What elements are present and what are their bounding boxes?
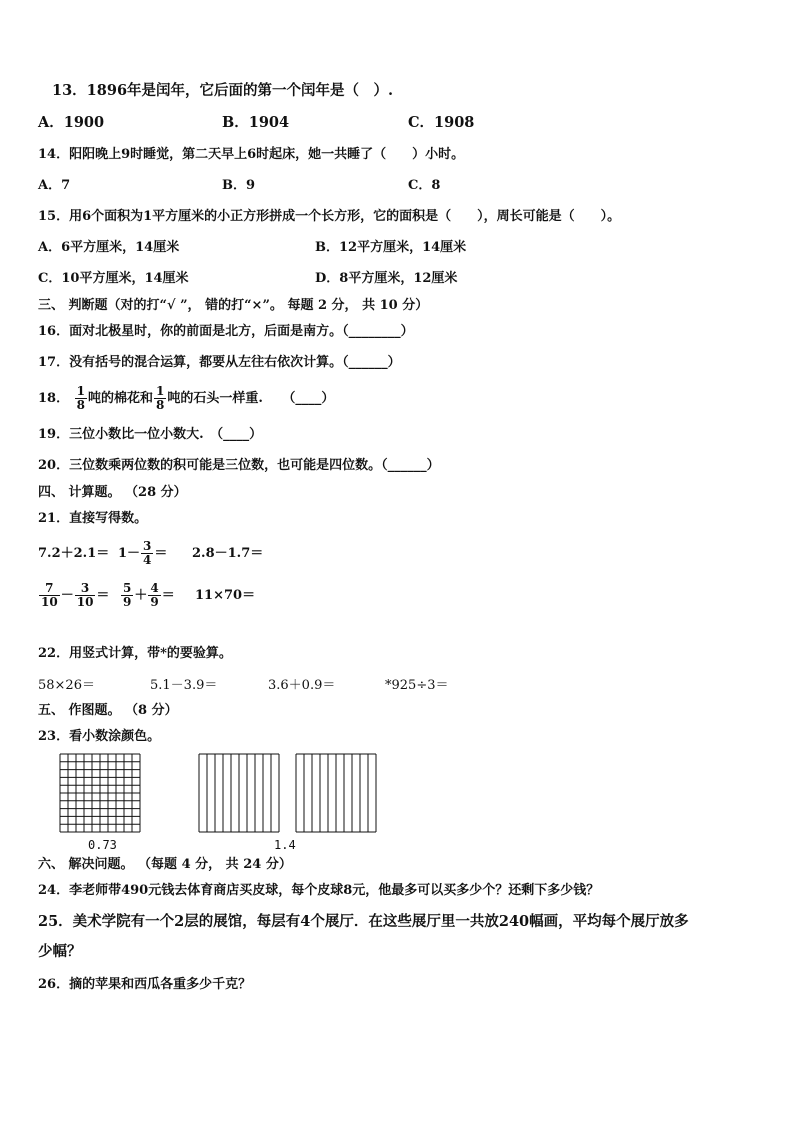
option-15d: D．8平方厘米，12厘米: [315, 271, 458, 286]
calc-expr: 11×70＝: [195, 588, 256, 603]
fraction-three-fourths: $\frac{3}{4}$: [143, 539, 152, 567]
section-5-heading: 五、 作图题。 （8 分）: [38, 703, 178, 718]
fraction-three-tenths: $\frac{3}{10}$: [76, 581, 94, 609]
fraction-one-eighth: $\frac{1}{8}$: [76, 384, 85, 412]
question-23: 23．看小数涂颜色。: [38, 729, 161, 744]
tenths-strip-grid-1[interactable]: [198, 753, 280, 833]
question-21: 21．直接写得数。: [38, 511, 148, 526]
option-15c: C．10平方厘米，14厘米: [38, 271, 189, 286]
hundred-grid[interactable]: [59, 753, 141, 833]
question-18: [38, 381, 334, 417]
question-13: 13．1896年是闰年，它后面的第一个闰年是（ ）.: [52, 82, 394, 99]
tenths-strip-grid-2[interactable]: [295, 753, 377, 833]
question-16: 16．面对北极星时，你的前面是北方，后面是南方。（________）: [38, 324, 414, 339]
calc-expr: 7.2＋2.1＝: [38, 546, 110, 561]
calc-expr: 2.8－1.7＝: [192, 546, 264, 561]
caption-0-73: 0.73: [88, 838, 117, 852]
fraction-four-ninths: $\frac{4}{9}$: [150, 581, 159, 609]
vertical-calc-item: *925÷3＝: [385, 678, 449, 693]
vertical-calc-item: 5.1－3.9＝: [150, 678, 218, 693]
fraction-five-ninths: $\frac{5}{9}$: [123, 581, 132, 609]
question-14: 14．阳阳晚上9时睡觉，第二天早上6时起床，她一共睡了（ ）小时。: [38, 147, 465, 162]
option-15b: B．12平方厘米，14厘米: [315, 240, 467, 255]
calc-expr: $\frac{7}{10}$ － $\frac{3}{10}$ ＝: [41, 581, 110, 609]
calc-expr: $\frac{5}{9}$ ＋ $\frac{4}{9}$ ＝: [123, 581, 175, 609]
section-3-heading: 三、 判断题（对的打“√ ”， 错的打“×”。 每题 2 分， 共 10 分）: [38, 298, 429, 313]
section-6-heading: 六、 解决问题。 （每题 4 分， 共 24 分）: [38, 857, 292, 872]
question-26: 26．摘的苹果和西瓜各重多少千克？: [38, 977, 252, 992]
q18-end-text: 吨的石头一样重. （____）: [167, 391, 335, 406]
q18-number: 18．: [38, 391, 70, 406]
question-19: 19．三位小数比一位小数大. （____）: [38, 427, 263, 442]
calc-expr: 1－ $\frac{3}{4}$ ＝: [118, 539, 168, 567]
question-20: 20．三位数乘两位数的积可能是三位数，也可能是四位数。（______）: [38, 458, 440, 473]
question-17: 17．没有括号的混合运算，都要从左往右依次计算。（______）: [38, 355, 401, 370]
q18-mid-text: 吨的棉花和: [87, 391, 153, 406]
vertical-calc-item: 58×26＝: [38, 678, 95, 693]
vertical-calc-item: 3.6＋0.9＝: [268, 678, 336, 693]
option-14c: C．8: [408, 178, 441, 193]
option-14b: B．9: [222, 178, 256, 193]
option-15a: A．6平方厘米，14厘米: [38, 240, 180, 255]
fraction-seven-tenths: $\frac{7}{10}$: [41, 581, 58, 609]
section-4-heading: 四、 计算题。 （28 分）: [38, 485, 187, 500]
question-22: 22．用竖式计算，带*的要验算。: [38, 646, 232, 661]
option-13c: C．1908: [408, 114, 475, 131]
question-24: 24．李老师带490元钱去体育商店买皮球，每个皮球8元，他最多可以买多少个？还剩下多少钱？: [38, 883, 600, 898]
question-25-cont: 少幅？: [38, 943, 82, 960]
fraction-one-eighth: $\frac{1}{8}$: [156, 384, 165, 412]
option-13a: A．1900: [38, 114, 105, 131]
question-15: 15．用6个面积为1平方厘米的小正方形拼成一个长方形，它的面积是（ ），周长可能是（ ）。: [38, 209, 621, 224]
question-25: 25．美术学院有一个2层的展馆，每层有4个展厅．在这些展厅里一共放240幅画，平均每个展厅放多: [38, 913, 689, 930]
caption-1-4: 1.4: [274, 838, 296, 852]
option-13b: B．1904: [222, 114, 290, 131]
option-14a: A．7: [38, 178, 71, 193]
